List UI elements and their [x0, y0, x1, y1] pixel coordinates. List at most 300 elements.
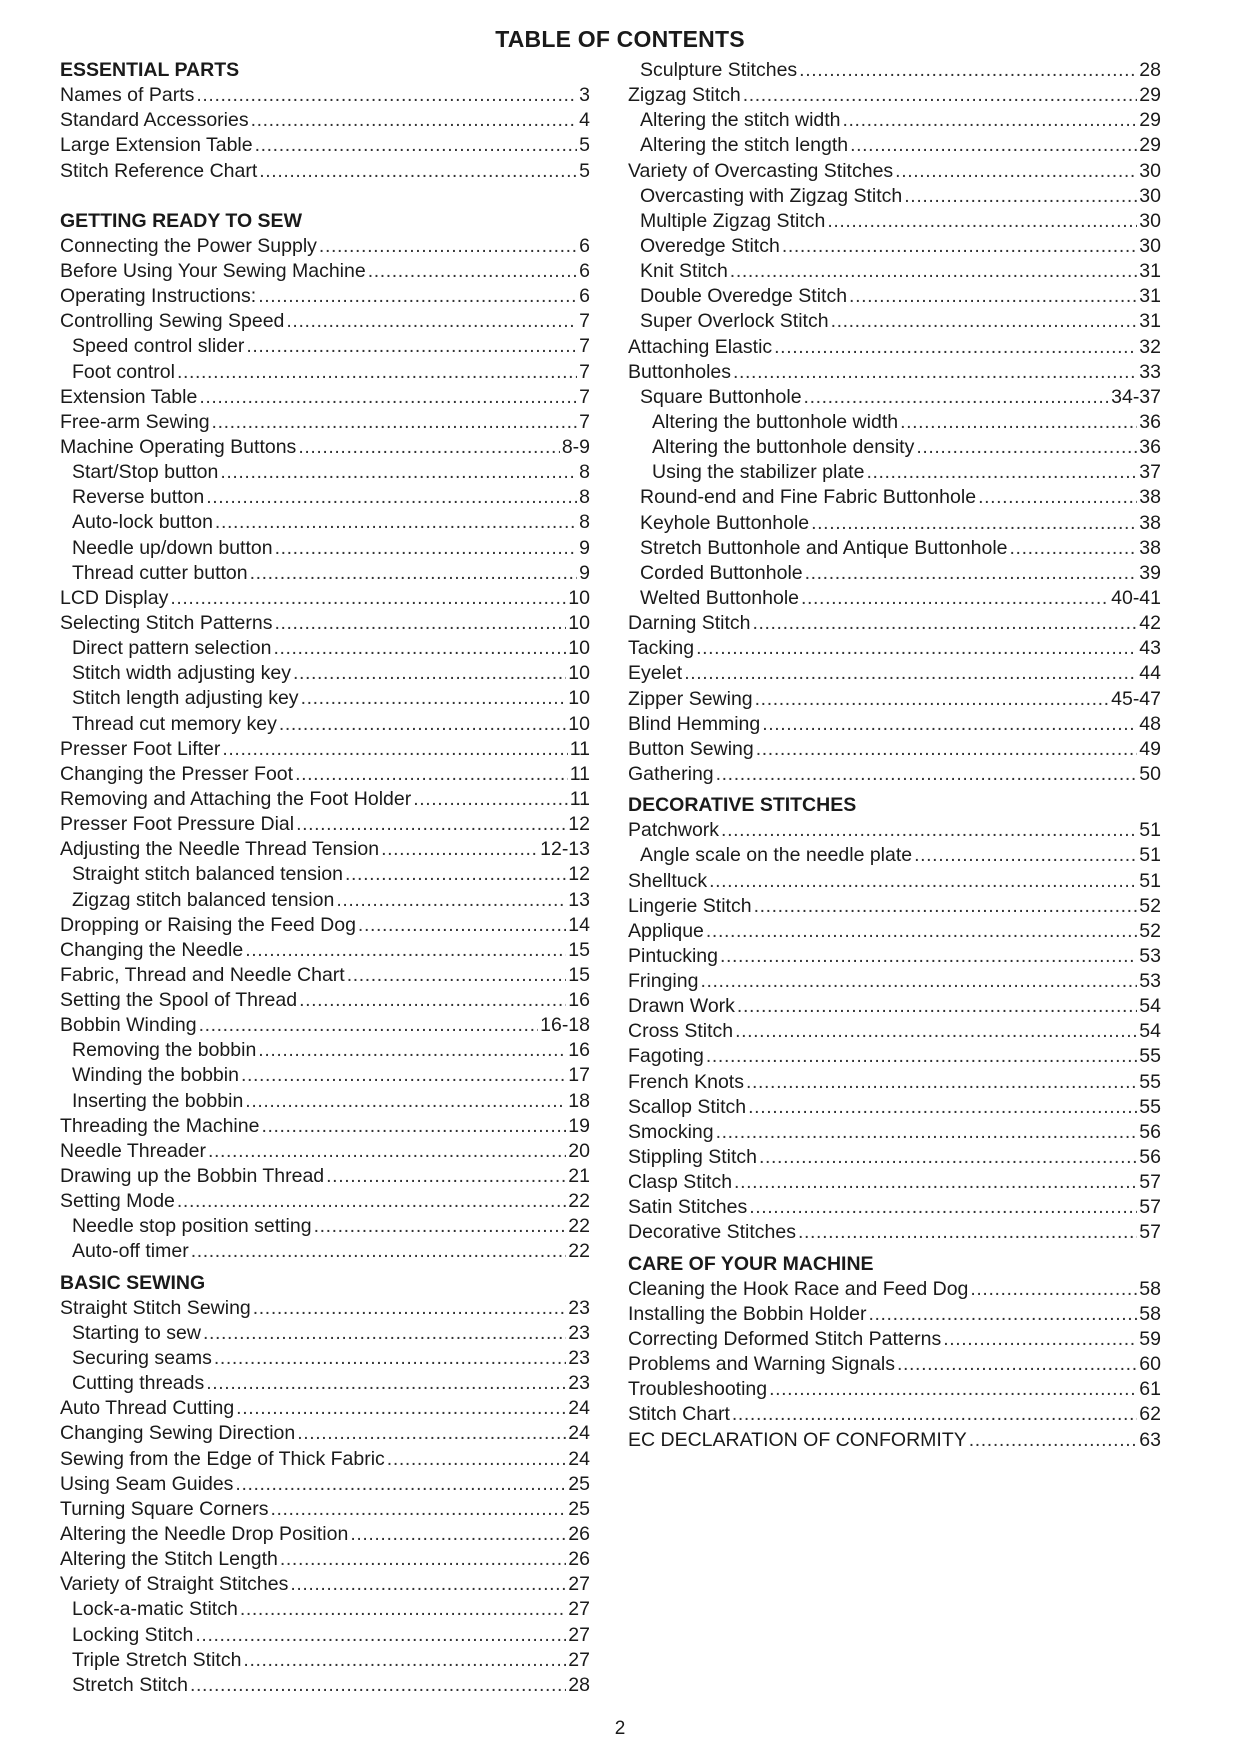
toc-entry-page: 56: [1139, 1146, 1161, 1169]
toc-entry[interactable]: [628, 561, 1161, 586]
toc-entry[interactable]: [60, 1522, 590, 1547]
toc-entry-title: Altering the stitch width: [640, 109, 841, 132]
toc-entry[interactable]: [60, 812, 590, 837]
toc-entry[interactable]: [60, 1189, 590, 1214]
dot-leader: [220, 460, 577, 485]
toc-entry[interactable]: [628, 284, 1161, 309]
toc-entry[interactable]: [60, 1013, 590, 1038]
dot-leader: [746, 1070, 1137, 1095]
toc-entry[interactable]: [628, 1327, 1161, 1352]
toc-entry-page: 8: [579, 511, 590, 534]
toc-entry-page: 38: [1139, 486, 1161, 509]
toc-entry-title: Dropping or Raising the Feed Dog: [60, 913, 356, 936]
toc-entry-title: Overcasting with Zigzag Stitch: [640, 184, 903, 207]
dot-leader: [368, 259, 577, 284]
toc-entry[interactable]: [628, 209, 1161, 234]
dot-leader: [270, 1497, 566, 1522]
toc-entry-page: 19: [568, 1114, 590, 1137]
toc-entry[interactable]: [628, 869, 1161, 894]
toc-entry[interactable]: [60, 334, 590, 359]
toc-entry[interactable]: [60, 108, 590, 133]
toc-entry[interactable]: [60, 737, 590, 762]
toc-entry-title: Scallop Stitch: [628, 1095, 747, 1118]
toc-entry[interactable]: [60, 133, 590, 158]
toc-entry-page: 52: [1139, 919, 1161, 942]
dot-leader: [214, 1346, 566, 1371]
toc-entry-title: Stitch Chart: [628, 1403, 730, 1426]
toc-entry-title: Presser Foot Pressure Dial: [60, 813, 295, 836]
dot-leader: [696, 636, 1137, 661]
toc-entry[interactable]: [60, 410, 590, 435]
toc-entry-page: 10: [568, 687, 590, 710]
toc-entry[interactable]: [628, 1019, 1161, 1044]
toc-entry[interactable]: [60, 1063, 590, 1088]
toc-entry-page: 14: [568, 913, 590, 936]
dot-leader: [720, 944, 1137, 969]
section-heading-care-of-your-machine: CARE OF YOUR MACHINE: [628, 1252, 874, 1275]
toc-entry-title: Auto-lock button: [72, 511, 213, 534]
toc-entry[interactable]: [60, 1396, 590, 1421]
dot-leader: [735, 1019, 1137, 1044]
dot-leader: [215, 510, 577, 535]
toc-entry-title: Problems and Warning Signals: [628, 1353, 895, 1376]
toc-entry[interactable]: [60, 360, 590, 385]
toc-entry-title: Angle scale on the needle plate: [640, 844, 913, 867]
toc-entry[interactable]: [60, 1447, 590, 1472]
toc-entry-page: 39: [1139, 561, 1161, 584]
toc-entry[interactable]: [628, 83, 1161, 108]
dot-leader: [190, 1673, 566, 1698]
toc-entry[interactable]: [60, 1296, 590, 1321]
toc-entry-page: 31: [1139, 310, 1161, 333]
toc-entry-page: 55: [1139, 1045, 1161, 1068]
toc-entry-title: Troubleshooting: [628, 1378, 768, 1401]
toc-entry-title: Shelltuck: [628, 869, 708, 892]
dot-leader: [706, 1044, 1137, 1069]
toc-entry[interactable]: [60, 1371, 590, 1396]
toc-entry-title: Removing the bobbin: [72, 1039, 257, 1062]
toc-entry[interactable]: [60, 661, 590, 686]
toc-entry[interactable]: [60, 485, 590, 510]
toc-entry[interactable]: [628, 360, 1161, 385]
toc-entry-page: 16-18: [540, 1014, 590, 1037]
toc-entry[interactable]: [628, 159, 1161, 184]
toc-entry-page: 51: [1139, 869, 1161, 892]
toc-entry-page: 29: [1139, 134, 1161, 157]
toc-entry-page: 11: [569, 787, 590, 810]
toc-entry-page: 58: [1139, 1277, 1161, 1300]
toc-entry[interactable]: [60, 1648, 590, 1673]
toc-entry-page: 36: [1139, 436, 1161, 459]
toc-entry[interactable]: [60, 234, 590, 259]
toc-entry-page: 31: [1139, 285, 1161, 308]
toc-entry[interactable]: [628, 843, 1161, 868]
toc-entry[interactable]: [60, 611, 590, 636]
toc-entry[interactable]: [628, 712, 1161, 737]
toc-entry-title: Operating Instructions:: [60, 285, 257, 308]
toc-entry[interactable]: [628, 737, 1161, 762]
toc-entry-title: Sewing from the Edge of Thick Fabric: [60, 1447, 385, 1470]
dot-leader: [801, 586, 1109, 611]
toc-entry-page: 6: [579, 259, 590, 282]
dot-leader: [943, 1327, 1137, 1352]
toc-entry[interactable]: [60, 1547, 590, 1572]
toc-entry-page: 22: [568, 1215, 590, 1238]
toc-entry-title: Thread cutter button: [72, 561, 248, 584]
toc-entry[interactable]: [60, 862, 590, 887]
toc-entry-title: Names of Parts: [60, 84, 195, 107]
dot-leader: [869, 1302, 1138, 1327]
toc-right-column: [628, 58, 1161, 1453]
toc-entry-title: Overedge Stitch: [640, 234, 780, 257]
toc-entry[interactable]: [60, 712, 590, 737]
toc-entry[interactable]: [60, 1139, 590, 1164]
toc-entry[interactable]: [60, 988, 590, 1013]
toc-entry[interactable]: [60, 787, 590, 812]
dot-leader: [827, 209, 1137, 234]
toc-entry-title: Satin Stitches: [628, 1196, 748, 1219]
toc-entry-title: Applique: [628, 919, 704, 942]
toc-entry-page: 43: [1139, 637, 1161, 660]
toc-entry-title: Sculpture Stitches: [640, 59, 798, 81]
toc-entry[interactable]: [628, 511, 1161, 536]
toc-entry[interactable]: [628, 1302, 1161, 1327]
toc-entry-page: 7: [579, 385, 590, 408]
toc-entry-title: Standard Accessories: [60, 109, 249, 132]
toc-entry-title: Setting the Spool of Thread: [60, 989, 298, 1012]
toc-entry-title: Stretch Stitch: [72, 1673, 188, 1696]
toc-entry[interactable]: [628, 184, 1161, 209]
toc-entry-page: 53: [1139, 944, 1161, 967]
toc-entry-page: 17: [568, 1064, 590, 1087]
dot-leader: [236, 1396, 566, 1421]
toc-entry-title: Zigzag stitch balanced tension: [72, 888, 335, 911]
dot-leader: [245, 1089, 566, 1114]
toc-entry-title: Connecting the Power Supply: [60, 234, 317, 257]
dot-leader: [799, 58, 1137, 83]
toc-entry[interactable]: [628, 1044, 1161, 1069]
toc-entry[interactable]: [60, 1089, 590, 1114]
dot-leader: [196, 83, 577, 108]
toc-entry-page: 7: [579, 335, 590, 358]
toc-entry-page: 15: [568, 963, 590, 986]
toc-entry[interactable]: [628, 309, 1161, 334]
toc-entry-page: 54: [1139, 1020, 1161, 1043]
toc-entry-title: Drawing up the Bobbin Thread: [60, 1165, 325, 1188]
toc-entry-page: 12: [568, 813, 590, 836]
toc-entry-title: Selecting Stitch Patterns: [60, 611, 273, 634]
toc-entry[interactable]: [628, 1120, 1161, 1145]
toc-entry-page: 32: [1139, 335, 1161, 358]
toc-entry[interactable]: [628, 58, 1161, 83]
dot-leader: [350, 1522, 566, 1547]
toc-entry[interactable]: [628, 1352, 1161, 1377]
toc-entry-page: 63: [1139, 1428, 1161, 1451]
toc-entry-page: 16: [568, 1039, 590, 1062]
toc-entry-page: 58: [1139, 1302, 1161, 1325]
dot-leader: [203, 1321, 566, 1346]
toc-entry[interactable]: [60, 837, 590, 862]
toc-entry-page: 38: [1139, 536, 1161, 559]
toc-entry-title: Decorative Stitches: [628, 1221, 796, 1244]
toc-entry[interactable]: [60, 536, 590, 561]
toc-entry[interactable]: [60, 1497, 590, 1522]
toc-entry[interactable]: [60, 1673, 590, 1698]
toc-entry-page: 9: [579, 536, 590, 559]
toc-entry[interactable]: [628, 969, 1161, 994]
toc-entry-title: Controlling Sewing Speed: [60, 310, 285, 333]
toc-entry[interactable]: [60, 1623, 590, 1648]
dot-leader: [721, 818, 1137, 843]
toc-left-column: [60, 58, 590, 1698]
toc-entry-title: Adjusting the Needle Thread Tension: [60, 838, 380, 861]
toc-entry-page: 30: [1139, 209, 1161, 232]
toc-entry-title: Fagoting: [628, 1045, 704, 1068]
toc-entry-page: 10: [568, 637, 590, 660]
toc-entry[interactable]: [60, 460, 590, 485]
toc-entry[interactable]: [628, 234, 1161, 259]
toc-entry-page: 10: [568, 586, 590, 609]
toc-entry-title: Altering the Needle Drop Position: [60, 1523, 349, 1546]
dot-leader: [733, 360, 1137, 385]
toc-entry[interactable]: [628, 687, 1161, 712]
toc-entry[interactable]: [628, 994, 1161, 1019]
toc-entry-page: 11: [569, 737, 590, 760]
toc-entry[interactable]: [628, 410, 1161, 435]
toc-entry[interactable]: [60, 1038, 590, 1063]
dot-leader: [732, 1402, 1137, 1427]
toc-entry-title: LCD Display: [60, 586, 169, 609]
toc-entry[interactable]: [60, 636, 590, 661]
toc-entry-title: Using the stabilizer plate: [652, 461, 865, 484]
toc-entry[interactable]: [628, 1145, 1161, 1170]
toc-entry[interactable]: [628, 1195, 1161, 1220]
toc-entry-page: 5: [579, 134, 590, 157]
dot-leader: [293, 661, 566, 686]
toc-entry-page: 26: [568, 1548, 590, 1571]
toc-entry-title: Round-end and Fine Fabric Buttonhole: [640, 486, 977, 509]
toc-entry-page: 7: [579, 310, 590, 333]
toc-entry[interactable]: [628, 1170, 1161, 1195]
toc-entry[interactable]: [60, 762, 590, 787]
toc-entry[interactable]: [628, 1070, 1161, 1095]
toc-entry[interactable]: [628, 894, 1161, 919]
dot-leader: [206, 485, 577, 510]
toc-entry[interactable]: [628, 944, 1161, 969]
toc-entry-title: Pintucking: [628, 944, 718, 967]
toc-entry[interactable]: [628, 460, 1161, 485]
toc-entry-page: 38: [1139, 511, 1161, 534]
toc-entry-page: 44: [1139, 662, 1161, 685]
dot-leader: [706, 919, 1137, 944]
toc-entry-page: 22: [568, 1190, 590, 1213]
toc-entry-title: Triple Stretch Stitch: [72, 1648, 242, 1671]
toc-entry-page: 6: [579, 285, 590, 308]
toc-entry-title: Straight stitch balanced tension: [72, 863, 344, 886]
toc-entry[interactable]: [60, 1346, 590, 1371]
toc-entry-title: Altering the buttonhole density: [652, 436, 915, 459]
toc-entry[interactable]: [60, 435, 590, 460]
toc-entry[interactable]: [60, 1472, 590, 1497]
dot-leader: [255, 133, 578, 158]
toc-entry-page: 11: [569, 762, 590, 785]
dot-leader: [897, 1352, 1137, 1377]
toc-entry[interactable]: [628, 586, 1161, 611]
dot-leader: [235, 1472, 566, 1497]
toc-entry-page: 30: [1139, 234, 1161, 257]
toc-entry[interactable]: [60, 159, 590, 184]
dot-leader: [273, 636, 566, 661]
toc-entry[interactable]: [628, 385, 1161, 410]
toc-entry-title: Auto Thread Cutting: [60, 1397, 235, 1420]
dot-leader: [752, 611, 1137, 636]
dot-leader: [866, 460, 1137, 485]
toc-entry-title: Variety of Straight Stitches: [60, 1573, 289, 1596]
toc-entry[interactable]: [60, 1214, 590, 1239]
toc-entry[interactable]: [628, 133, 1161, 158]
dot-leader: [914, 843, 1137, 868]
toc-entry[interactable]: [60, 586, 590, 611]
toc-entry-title: Changing the Needle: [60, 938, 244, 961]
toc-entry[interactable]: [60, 309, 590, 334]
toc-entry-page: 7: [579, 410, 590, 433]
toc-entry[interactable]: [60, 913, 590, 938]
toc-entry[interactable]: [628, 485, 1161, 510]
toc-entry[interactable]: [60, 1239, 590, 1264]
toc-entry[interactable]: [60, 1421, 590, 1446]
toc-entry-title: Stitch length adjusting key: [72, 687, 299, 710]
toc-entry-title: Cleaning the Hook Race and Feed Dog: [628, 1277, 969, 1300]
toc-entry[interactable]: [628, 435, 1161, 460]
toc-entry[interactable]: [628, 335, 1161, 360]
toc-entry-page: 29: [1139, 109, 1161, 132]
toc-entry[interactable]: [60, 686, 590, 711]
toc-entry-page: 9: [579, 561, 590, 584]
toc-entry-title: Eyelet: [628, 662, 683, 685]
dot-leader: [782, 234, 1137, 259]
toc-entry-page: 22: [568, 1240, 590, 1263]
toc-entry-title: Smocking: [628, 1120, 714, 1143]
toc-entry[interactable]: [60, 1597, 590, 1622]
toc-entry[interactable]: [628, 818, 1161, 843]
toc-entry-page: 48: [1139, 712, 1161, 735]
toc-entry[interactable]: [60, 963, 590, 988]
toc-entry[interactable]: [628, 1095, 1161, 1120]
toc-entry-page: 60: [1139, 1353, 1161, 1376]
toc-entry[interactable]: [628, 762, 1161, 787]
toc-entry[interactable]: [60, 284, 590, 309]
toc-entry-page: 8: [579, 461, 590, 484]
dot-leader: [299, 988, 566, 1013]
toc-entry-page: 3: [579, 84, 590, 107]
toc-entry[interactable]: [60, 1114, 590, 1139]
page-number: 2: [614, 1718, 626, 1739]
toc-entry-title: Bobbin Winding: [60, 1014, 197, 1037]
toc-entry-title: Darning Stitch: [628, 612, 751, 635]
toc-entry[interactable]: [628, 1277, 1161, 1302]
dot-leader: [737, 994, 1137, 1019]
toc-entry-title: Stitch width adjusting key: [72, 662, 291, 685]
dot-leader: [258, 1038, 566, 1063]
toc-entry-title: Setting Mode: [60, 1190, 175, 1213]
toc-entry-page: 34-37: [1111, 385, 1161, 408]
toc-entry[interactable]: [628, 1220, 1161, 1245]
toc-entry[interactable]: [60, 888, 590, 913]
dot-leader: [345, 862, 566, 887]
dot-leader: [850, 133, 1137, 158]
dot-leader: [222, 737, 567, 762]
dot-leader: [177, 1189, 566, 1214]
dot-leader: [716, 1120, 1138, 1145]
dot-leader: [805, 561, 1138, 586]
toc-entry-title: Extension Table: [60, 385, 198, 408]
toc-entry[interactable]: [628, 259, 1161, 284]
toc-entry-title: Clasp Stitch: [628, 1171, 733, 1194]
toc-entry-title: Fringing: [628, 970, 699, 993]
dot-leader: [774, 335, 1137, 360]
toc-entry-title: Threading the Machine: [60, 1114, 260, 1137]
toc-entry[interactable]: [628, 919, 1161, 944]
toc-entry[interactable]: [628, 661, 1161, 686]
dot-leader: [811, 511, 1137, 536]
dot-leader: [195, 1623, 566, 1648]
toc-entry-title: Button Sewing: [628, 737, 754, 760]
toc-entry-page: 31: [1139, 260, 1161, 283]
toc-entry-title: Stippling Stitch: [628, 1146, 757, 1169]
toc-entry[interactable]: [60, 385, 590, 410]
toc-entry[interactable]: [60, 259, 590, 284]
toc-entry[interactable]: [60, 1572, 590, 1597]
toc-entry[interactable]: [60, 1321, 590, 1346]
toc-entry-page: 15: [568, 938, 590, 961]
dot-leader: [206, 1371, 566, 1396]
toc-entry-page: 10: [568, 662, 590, 685]
dot-leader: [199, 385, 577, 410]
toc-entry-page: 24: [568, 1397, 590, 1420]
toc-entry[interactable]: [60, 561, 590, 586]
toc-entry[interactable]: [628, 611, 1161, 636]
toc-entry[interactable]: [628, 1402, 1161, 1427]
dot-leader: [387, 1447, 567, 1472]
dot-leader: [904, 184, 1137, 209]
toc-entry-title: Removing and Attaching the Foot Holder: [60, 787, 412, 810]
toc-entry[interactable]: [628, 1428, 1161, 1453]
dot-leader: [798, 1220, 1137, 1245]
toc-entry[interactable]: [60, 510, 590, 535]
toc-entry-page: 23: [568, 1372, 590, 1395]
toc-entry[interactable]: [628, 536, 1161, 561]
toc-entry[interactable]: [628, 636, 1161, 661]
toc-entry-page: 18: [568, 1089, 590, 1112]
toc-entry[interactable]: [60, 938, 590, 963]
toc-entry[interactable]: [60, 83, 590, 108]
dot-leader: [258, 284, 577, 309]
dot-leader: [734, 1170, 1137, 1195]
dot-leader: [314, 1214, 567, 1239]
toc-entry-page: 23: [568, 1296, 590, 1319]
dot-leader: [245, 938, 566, 963]
section-heading-basic-sewing: BASIC SEWING: [60, 1271, 206, 1294]
toc-entry[interactable]: [628, 108, 1161, 133]
toc-entry-page: 21: [568, 1165, 590, 1188]
toc-entry-page: 23: [568, 1321, 590, 1344]
toc-entry-title: Fabric, Thread and Needle Chart: [60, 963, 345, 986]
toc-entry-page: 57: [1139, 1196, 1161, 1219]
toc-entry-title: Correcting Deformed Stitch Patterns: [628, 1328, 942, 1351]
dot-leader: [759, 1145, 1137, 1170]
toc-entry[interactable]: [60, 1164, 590, 1189]
toc-entry[interactable]: [628, 1377, 1161, 1402]
